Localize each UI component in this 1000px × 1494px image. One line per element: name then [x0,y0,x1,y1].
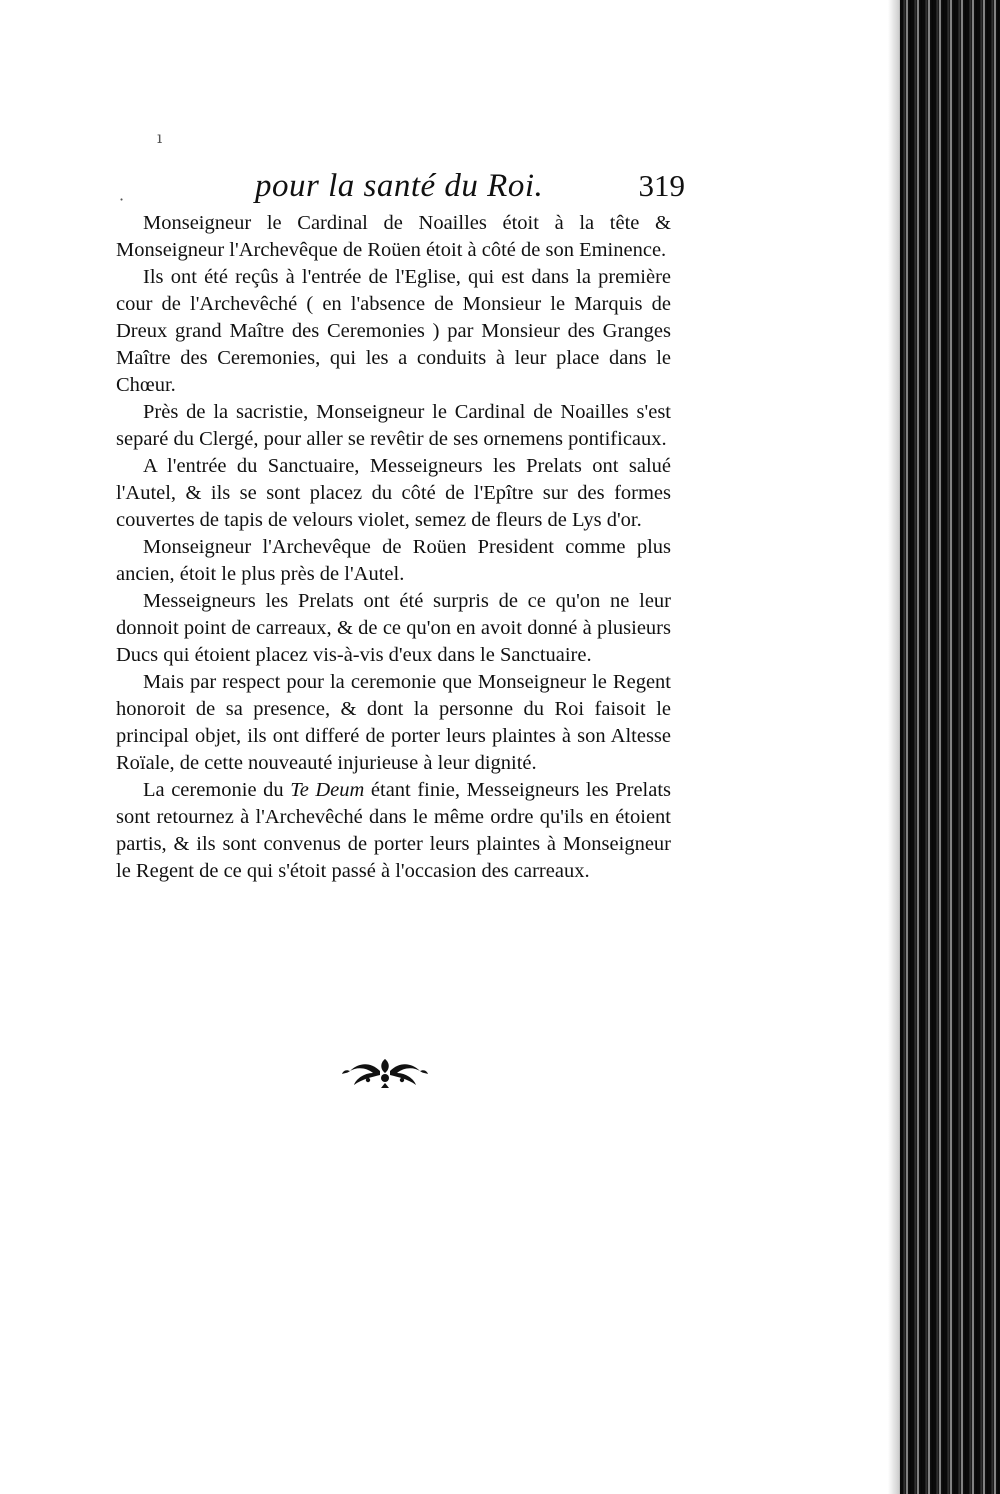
paragraph-text: étant finie, Messeigneurs les Prelats sont retournez à l'Archevêché dans le même ordre qu'ils en étoient partis, & ils sont convenus de porter leurs plaintes à Monseigneur le Regent de ce qui s'étoit passé à l'occasion des carreaux. [116,779,672,882]
page-header [255,168,685,212]
paragraph: Monseigneur l'Archevêque de Roüen President comme plus ancien, étoit le plus près de l'Autel. [116,536,671,585]
floral-tailpiece-icon [340,1053,430,1089]
paragraph: Près de la sacristie, Monseigneur le Cardinal de Noailles s'est separé du Clergé, pour aller se revêtir de ses ornemens pontificaux. [116,401,671,450]
paragraph: Ils ont été reçûs à l'entrée de l'Eglise, qui est dans la première cour de l'Archevêché ( en l'absence de Monsieur le Marquis de Dreux grand Maître des Ceremonies ) par Monsieur des Granges Maître des Ceremonies, qui les a conduits à leur place dans le Chœur. [116,266,671,396]
ink-speck: ı [157,128,163,147]
running-title: pour la santé du Roi. [255,168,544,204]
body-text [116,210,671,885]
paragraph: A l'entrée du Sanctuaire, Messeigneurs les Prelats ont salué l'Autel, & ils se sont placez du côté de l'Epître sur des formes couvertes de tapis de velours violet, semez de fleurs de Lys d'or. [116,455,671,531]
paragraph: Mais par respect pour la ceremonie que Monseigneur le Regent honoroit de sa presence, & dont la personne du Roi faisoit le principal objet, ils ont differé de porter leurs plaintes à son Altesse Roïale, de cette nouveauté injurieuse à leur dignité. [116,671,671,774]
paragraph: Messeigneurs les Prelats ont été surpris de ce qu'on ne leur donnoit point de carreaux, & de ce qu'on en avoit donné à plusieurs Ducs qui étoient placez vis-à-vis d'eux dans le Sanctuaire. [116,590,671,666]
page-number: 319 [638,168,685,203]
paragraph-text: La ceremonie du [143,779,291,801]
paragraph: Monseigneur le Cardinal de Noailles étoit à la tête & Monseigneur l'Archevêque de Roüen étoit à côté de son Eminence. [116,212,671,261]
paragraph [116,777,671,885]
book-fore-edge [900,0,1000,1494]
ink-speck: · [119,190,125,209]
italic-phrase: Te Deum [290,779,365,801]
